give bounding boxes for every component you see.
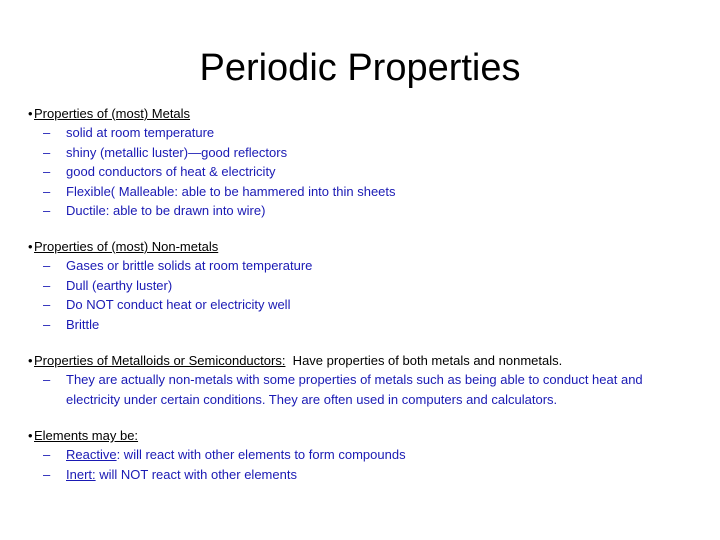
list-item <box>43 143 718 163</box>
dash: – <box>43 277 51 293</box>
heading-nonmetals: Properties of (most) Non-metals <box>34 239 219 254</box>
list-metals <box>43 123 718 221</box>
term-inert-desc: will NOT react with other elements <box>95 466 297 482</box>
item-text: They are actually non-metals with some properties of metals such as being able to conduct heat and electricity under certain conditions. They are often used in computers and calculators. <box>66 372 643 407</box>
list-item <box>43 201 718 221</box>
item-text <box>66 445 718 465</box>
list-item <box>43 123 718 143</box>
bullet-elements: • <box>28 428 33 443</box>
item-text: Gases or brittle solids at room temperature <box>66 258 313 273</box>
list-item <box>43 162 718 182</box>
list-item <box>43 182 718 202</box>
item-text <box>66 465 718 485</box>
list-item <box>43 445 718 465</box>
dash: – <box>43 164 51 180</box>
bullet-metals: • <box>28 106 33 121</box>
heading-metals: Properties of (most) Metals <box>34 106 191 121</box>
bullet-metalloids: • <box>28 353 33 368</box>
dash: – <box>43 316 51 332</box>
heading-elements: Elements may be: <box>34 428 139 443</box>
heading-metalloids: Properties of Metalloids or Semiconductors: <box>34 353 286 368</box>
dash: – <box>43 372 51 387</box>
dash: – <box>43 125 51 140</box>
item-text: Brittle <box>66 316 100 332</box>
list-metalloids <box>43 370 718 409</box>
dash: – <box>43 183 51 199</box>
item-text: shiny (metallic luster)—good reflectors <box>66 144 288 160</box>
item-text: solid at room temperature <box>66 125 215 140</box>
dash: – <box>43 258 51 273</box>
list-nonmetals <box>43 256 718 334</box>
list-item <box>43 295 718 315</box>
list-item <box>43 315 718 335</box>
list-item <box>43 256 718 276</box>
heading-metalloids-line <box>34 351 562 370</box>
dash: – <box>43 203 51 219</box>
slide-title: Periodic Properties <box>199 47 521 89</box>
item-text: Dull (earthy luster) <box>66 277 173 293</box>
bullet-nonmetals: • <box>28 239 33 254</box>
term-reactive-desc: : will react with other elements to form compounds <box>116 447 406 462</box>
heading-metalloids-rest: Have properties of both metals and nonmetals. <box>285 353 563 368</box>
dash: – <box>43 447 51 462</box>
dash: – <box>43 466 51 482</box>
dash: – <box>43 144 51 160</box>
list-item <box>43 276 718 296</box>
item-text: Ductile: able to be drawn into wire) <box>66 203 266 219</box>
list-elements <box>43 445 718 484</box>
item-text: good conductors of heat & electricity <box>66 164 276 180</box>
item-text: Do NOT conduct heat or electricity well <box>66 297 291 313</box>
term-inert: Inert: <box>66 466 96 482</box>
list-item <box>43 370 718 409</box>
dash: – <box>43 297 51 313</box>
item-text: Flexible( Malleable: able to be hammered into thin sheets <box>66 183 396 199</box>
term-reactive: Reactive <box>66 447 117 462</box>
list-item <box>43 465 718 485</box>
